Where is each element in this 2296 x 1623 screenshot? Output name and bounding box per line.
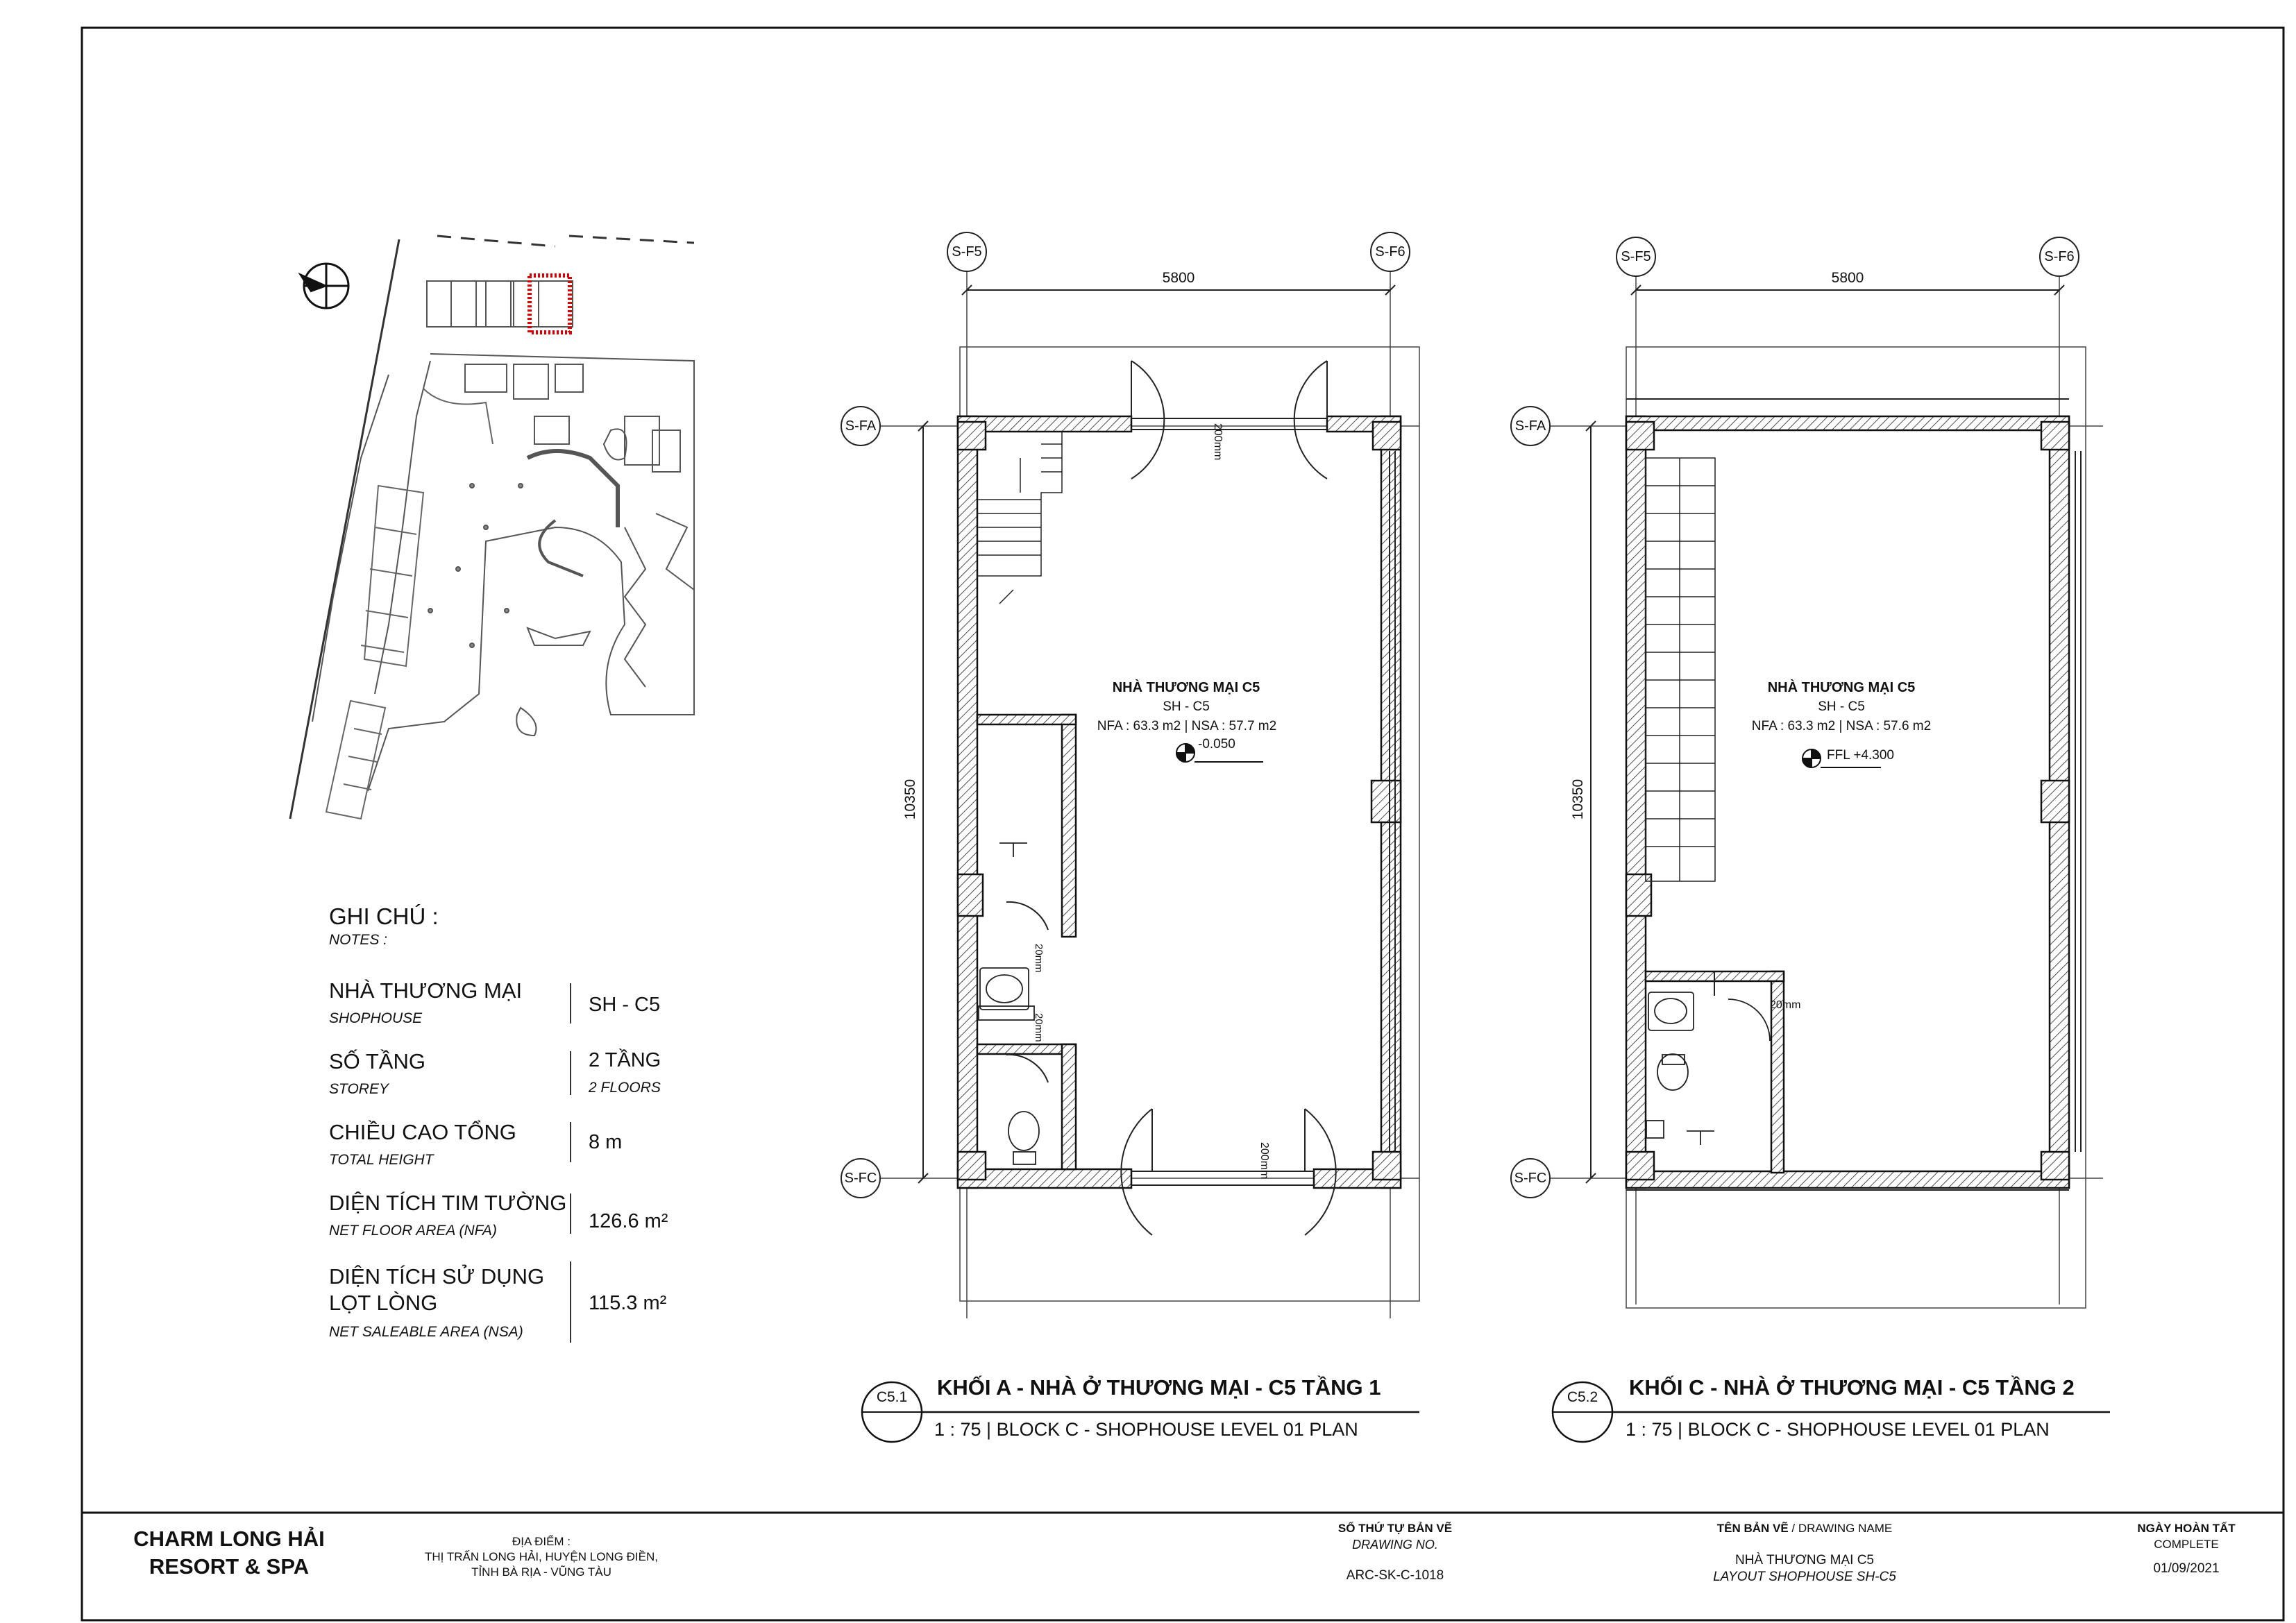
drawing-no-label: SỐ THỨ TỰ BẢN VẼ — [1337, 1522, 1453, 1535]
grid-label-f5-2: S-F5 — [1621, 249, 1651, 264]
plan-subtitle-2: 1 : 75 | BLOCK C - SHOPHOUSE LEVEL 01 PLAN — [1626, 1419, 2050, 1440]
grid-label-f6: S-F6 — [1375, 244, 1406, 260]
note-label-nfa-en: NET FLOOR AREA (NFA) — [329, 1223, 497, 1239]
location-line2: TỈNH BÀ RỊA - VŨNG TÀU — [471, 1565, 611, 1579]
note-label-height: CHIỀU CAO TỔNG — [329, 1120, 516, 1144]
note-label-storey: SỐ TẦNG — [329, 1049, 425, 1073]
grid-label-f5: S-F5 — [952, 244, 982, 260]
complete-date: 01/09/2021 — [2153, 1561, 2220, 1576]
level-value: -0.050 — [1198, 737, 1235, 751]
note-label-height-en: TOTAL HEIGHT — [329, 1152, 434, 1168]
dimension-height: 10350 — [902, 779, 918, 820]
note-value-nfa: 126.6 m² — [589, 1210, 668, 1232]
plan-tag-1: C5.1 — [876, 1389, 908, 1405]
note-label-nsa-2: LỌT LÒNG — [329, 1291, 438, 1315]
note-value-height: 8 m — [589, 1131, 623, 1153]
location-line1: THỊ TRẤN LONG HẢI, HUYỆN LONG ĐIỀN, — [425, 1550, 658, 1563]
notes-subtitle: NOTES : — [329, 932, 388, 948]
plan-title-2: KHỐI C - NHÀ Ở THƯƠNG MẠI - C5 TẦNG 2 — [1629, 1375, 2075, 1400]
complete-label: NGÀY HOÀN TẤT — [2137, 1522, 2236, 1535]
drawing-no-value: ARC-SK-C-1018 — [1346, 1568, 1444, 1583]
grid-label-fa: S-FA — [845, 418, 877, 434]
note-value-shophouse: SH - C5 — [589, 994, 661, 1016]
wc-note-2-level: 20mm — [1770, 999, 1801, 1011]
room-area-2: NFA : 63.3 m2 | NSA : 57.6 m2 — [1751, 719, 1932, 733]
dimension-height-2: 10350 — [1570, 779, 1586, 820]
note-label-nfa: DIỆN TÍCH TIM TƯỜNG — [329, 1191, 567, 1215]
wc-note-1: 20mm — [1033, 944, 1045, 973]
grid-label-fa-2: S-FA — [1514, 418, 1546, 434]
note-label-nsa: DIỆN TÍCH SỬ DỤNG — [329, 1264, 545, 1289]
note-value-storey: 2 TẦNG — [589, 1049, 661, 1071]
room-name-2: NHÀ THƯƠNG MẠI C5 — [1767, 680, 1916, 695]
plan-level-02 — [1511, 237, 2110, 1442]
dimension-width: 5800 — [1162, 270, 1195, 286]
plan-title-1: KHỐI A - NHÀ Ở THƯƠNG MẠI - C5 TẦNG 1 — [937, 1375, 1381, 1400]
complete-label-en: COMPLETE — [2154, 1538, 2219, 1551]
room-area: NFA : 63.3 m2 | NSA : 57.7 m2 — [1097, 719, 1277, 733]
room-name: NHÀ THƯƠNG MẠI C5 — [1112, 680, 1260, 695]
grid-label-fc-2: S-FC — [1514, 1171, 1547, 1186]
dimension-width-2: 5800 — [1831, 270, 1864, 286]
key-plan — [290, 236, 694, 819]
plan-subtitle-1: 1 : 75 | BLOCK C - SHOPHOUSE LEVEL 01 PLAN — [934, 1419, 1358, 1440]
wc-note-2: 20mm — [1033, 1013, 1045, 1042]
plan-tag-2: C5.2 — [1567, 1389, 1598, 1405]
project-name-line1: CHARM LONG HẢI — [133, 1527, 325, 1551]
note-value-storey-en: 2 FLOORS — [589, 1080, 661, 1096]
note-label-shophouse: NHÀ THƯƠNG MẠI — [329, 978, 523, 1003]
drawing-name-en: LAYOUT SHOPHOUSE SH-C5 — [1713, 1570, 1896, 1584]
location-marker — [530, 275, 570, 332]
door-note-bottom: 200mm — [1258, 1142, 1270, 1180]
room-code-2: SH - C5 — [1818, 699, 1865, 714]
plan-level-01 — [841, 232, 1419, 1442]
drawing-name-label-en: / DRAWING NAME — [1788, 1522, 1893, 1535]
grid-label-fc: S-FC — [844, 1171, 877, 1186]
drawing-name-vn: NHÀ THƯƠNG MẠI C5 — [1734, 1553, 1875, 1567]
notes-title: GHI CHÚ : — [329, 903, 439, 929]
door-note-top: 200mm — [1212, 423, 1224, 461]
note-value-nsa: 115.3 m² — [589, 1292, 667, 1314]
room-code: SH - C5 — [1163, 699, 1210, 714]
level-value-2: FFL +4.300 — [1827, 748, 1894, 763]
drawing-no-label-en: DRAWING NO. — [1352, 1538, 1438, 1552]
note-label-storey-en: STOREY — [329, 1081, 389, 1097]
project-name-line2: RESORT & SPA — [149, 1554, 310, 1579]
drawing-name-label-wrap — [1666, 1522, 1943, 1536]
grid-label-f6-2: S-F6 — [2044, 249, 2075, 264]
location-label: ĐỊA ĐIỂM : — [512, 1535, 571, 1548]
note-label-shophouse-en: SHOPHOUSE — [329, 1010, 423, 1026]
note-label-nsa-en: NET SALEABLE AREA (NSA) — [329, 1324, 523, 1340]
sheet-border — [82, 28, 2284, 1513]
drawing-name-label: TÊN BẢN VẼ — [1716, 1522, 1789, 1535]
